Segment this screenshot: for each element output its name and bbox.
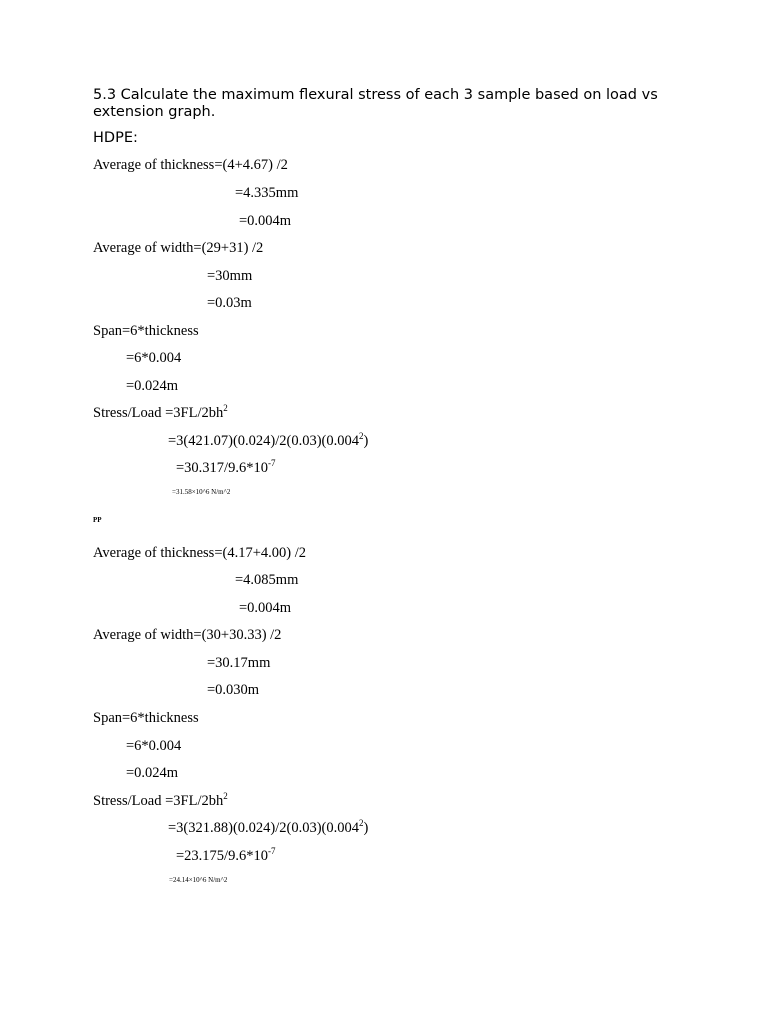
pp-stress-result: =24.14×10^6 N/m^2	[169, 876, 228, 884]
pp-stress-division: $=23.175/9.6*10^{-7}$	[176, 846, 276, 864]
pp-thickness-mm: =4.085mm	[235, 572, 299, 588]
pp-span-result: =0.024m	[126, 765, 179, 781]
hdpe-width-average: Average of width=(29+31) /2	[93, 240, 264, 256]
hdpe-stress-division: $=30.317/9.6*10^{-7}$	[176, 458, 276, 476]
section-heading-line-1: 5.3 Calculate the maximum flexural stress of each 3 sample based on load vs	[93, 87, 658, 103]
hdpe-thickness-mm: =4.335mm	[235, 185, 299, 201]
hdpe-stress-substitution: $=3(421.07)(0.024)/2(0.03)(0.004^2)$	[168, 431, 369, 449]
section-heading-line-2: extension graph.	[93, 104, 216, 120]
hdpe-span-calc: =6*0.004	[126, 350, 182, 366]
hdpe-label: HDPE:	[93, 130, 138, 146]
pp-thickness-average: Average of thickness=(4.17+4.00) /2	[93, 545, 306, 561]
hdpe-stress-result: =31.58×10^6 N/m^2	[172, 488, 231, 496]
hdpe-thickness-average: Average of thickness=(4+4.67) /2	[93, 157, 288, 173]
hdpe-stress-formula: Stress/Load $=3FL/2bh^2$	[93, 403, 228, 421]
pp-span-calc: =6*0.004	[126, 738, 182, 754]
pp-label: PP	[93, 516, 102, 524]
hdpe-thickness-m: =0.004m	[239, 213, 292, 229]
hdpe-span-result: =0.024m	[126, 378, 179, 394]
pp-width-average: Average of width=(30+30.33) /2	[93, 627, 282, 643]
hdpe-width-mm: =30mm	[207, 268, 253, 284]
pp-span: Span=6*thickness	[93, 710, 199, 726]
hdpe-width-m: =0.03m	[207, 295, 252, 311]
pp-width-m: =0.030m	[207, 682, 260, 698]
pp-stress-substitution: $=3(321.88)(0.024)/2(0.03)(0.004^2)$	[168, 818, 369, 836]
pp-stress-formula: Stress/Load $=3FL/2bh^2$	[93, 791, 228, 809]
hdpe-span: Span=6*thickness	[93, 323, 199, 339]
pp-width-mm: =30.17mm	[207, 655, 271, 671]
pp-thickness-m: =0.004m	[239, 600, 292, 616]
